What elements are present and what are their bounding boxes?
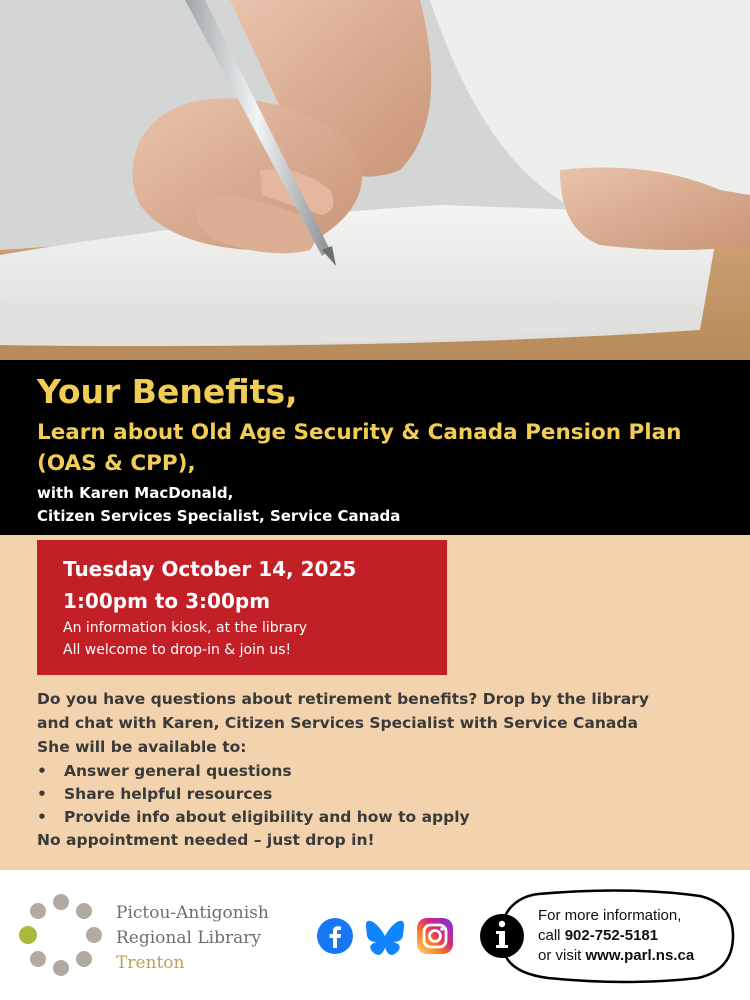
subtitle-line1: Learn about Old Age Security & Canada Pension Plan [37,420,682,445]
library-name-line1: Pictou-Antigonish [116,903,269,923]
event-date: Tuesday October 14, 2025 [63,557,357,581]
info-line-website [538,946,694,966]
library-name-line2: Regional Library [116,928,261,948]
event-detail-welcome: All welcome to drop-in & join us! [63,642,292,658]
facebook-icon[interactable] [316,917,354,955]
visit-label: or visit [538,947,586,964]
main-title: Your Benefits, [37,372,298,411]
body-line-1: Do you have questions about retirement benefits? Drop by the library [37,690,649,708]
info-line-1: For more information, [538,907,682,924]
phone-number[interactable]: 902-752-5181 [564,927,659,944]
bullet-item: Answer general questions [64,762,292,780]
instagram-icon[interactable] [416,917,454,955]
website-link[interactable]: www.parl.ns.ca [585,947,695,964]
bullet-item: Share helpful resources [64,785,273,803]
bullet-marker: • [37,808,47,826]
library-branch: Trenton [116,953,185,973]
event-detail-kiosk: An information kiosk, at the library [63,620,308,636]
bluesky-icon[interactable] [366,917,404,955]
bullet-marker: • [37,762,47,780]
info-line-phone [538,926,658,946]
header-photo [0,0,750,360]
body-closing: No appointment needed – just drop in! [37,831,375,849]
body-line-3: She will be available to: [37,738,247,756]
bullet-item: Provide info about eligibility and how to apply [64,808,470,826]
presenter-role: Citizen Services Specialist, Service Canada [37,507,401,525]
subtitle-line2: (OAS & CPP), [37,451,196,476]
call-label: call [538,927,565,944]
bullet-marker: • [37,785,47,803]
event-time: 1:00pm to 3:00pm [63,589,271,613]
library-logo-icon [18,892,104,978]
writing-hand-image [0,0,750,360]
presenter-name: with Karen MacDonald, [37,484,234,502]
body-line-2: and chat with Karen, Citizen Services Specialist with Service Canada [37,714,638,732]
